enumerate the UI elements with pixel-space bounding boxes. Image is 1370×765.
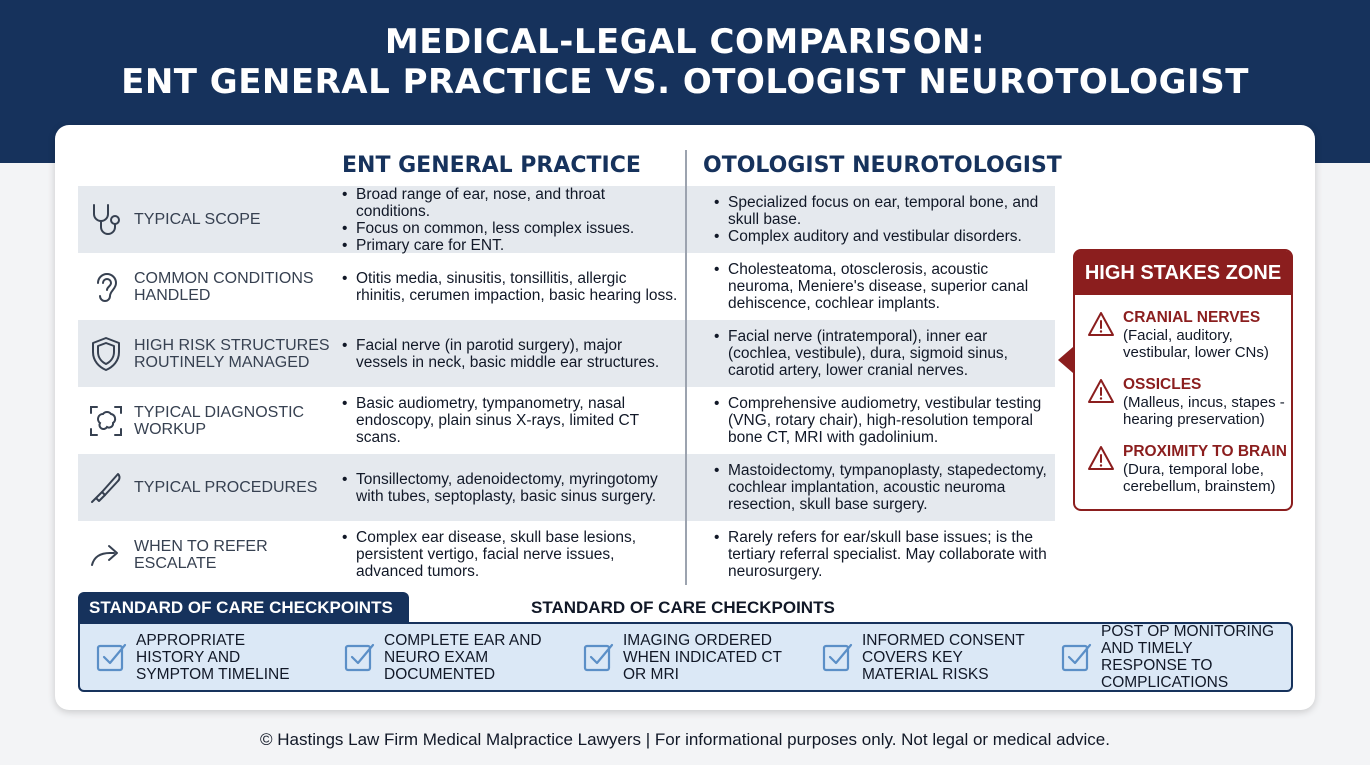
bullet-item: • Primary care for ENT. <box>340 237 678 254</box>
ent-cell <box>340 186 678 253</box>
checkpoint-label: APPROPRIATE HISTORY AND SYMPTOM TIMELINE <box>136 631 290 683</box>
title-line-1: MEDICAL-LEGAL COMPARISON: <box>384 22 986 62</box>
high-stakes-item-desc: (Malleus, incus, stapes - hearing preservation) <box>1123 394 1285 428</box>
row-label: WHEN TO REFER ESCALATE <box>134 537 268 572</box>
table-row <box>78 454 1055 521</box>
bullet-item: • Otitis media, sinusitis, tonsillitis, allergic rhinitis, cerumen impaction, basic hearing loss. <box>340 270 678 304</box>
checkpoint-item <box>84 624 314 690</box>
checkpoint-item <box>571 624 801 690</box>
high-stakes-item <box>1087 443 1287 505</box>
table-row <box>78 186 1055 253</box>
row-label: COMMON CONDITIONS HANDLED <box>134 269 314 304</box>
table-row <box>78 387 1055 454</box>
checkpoint-label: POST OP MONITORING AND TIMELY RESPONSE TO COMPLICATIONS <box>1101 623 1275 691</box>
page-title <box>0 22 1370 102</box>
share-arrow-icon <box>86 535 126 575</box>
checkpoints-panel <box>78 622 1293 692</box>
high-stakes-item-title: OSSICLES <box>1123 376 1202 393</box>
scalpel-icon <box>86 468 126 508</box>
bullet-item: • Facial nerve (in parotid surgery), major vessels in neck, basic middle ear structures. <box>340 337 678 371</box>
checkpoint-item <box>1049 624 1279 690</box>
ent-cell <box>340 253 678 320</box>
otologist-cell <box>712 387 1047 454</box>
column-divider <box>685 150 687 585</box>
high-stakes-title: HIGH STAKES ZONE <box>1075 251 1291 295</box>
shield-icon <box>86 334 126 374</box>
high-stakes-item <box>1087 309 1287 371</box>
otologist-cell <box>712 253 1047 320</box>
table-row <box>78 320 1055 387</box>
footer-disclaimer: © Hastings Law Firm Medical Malpractice Lawyers | For informational purposes only. Not legal or medical advice. <box>260 730 1110 749</box>
ear-icon <box>86 267 126 307</box>
high-stakes-item <box>1087 376 1287 438</box>
ent-cell <box>340 320 678 387</box>
bullet-item: • Comprehensive audiometry, vestibular testing (VNG, rotary chair), high-resolution temporal bone CT, MRI with gadolinium. <box>712 395 1047 446</box>
ent-cell <box>340 387 678 454</box>
bullet-item: • Facial nerve (intratemporal), inner ear (cochlea, vestibule), dura, sigmoid sinus, carotid artery, lower cranial nerves. <box>712 328 1047 379</box>
column-header-otologist: OTOLOGIST NEUROTOLOGIST <box>703 153 1062 178</box>
bullet-item: • Basic audiometry, tympanometry, nasal endoscopy, plain sinus X-rays, limited CT scans. <box>340 395 678 446</box>
high-stakes-item-desc: (Facial, auditory, vestibular, lower CNs) <box>1123 327 1269 361</box>
high-stakes-item-desc: (Dura, temporal lobe, cerebellum, brainstem) <box>1123 461 1276 495</box>
checkpoint-label: COMPLETE EAR AND NEURO EXAM DOCUMENTED <box>384 631 542 683</box>
callout-pointer <box>1058 347 1073 373</box>
standard-of-care-tab: STANDARD OF CARE CHECKPOINTS <box>78 592 409 624</box>
row-label: TYPICAL DIAGNOSTIC WORKUP <box>134 403 305 438</box>
row-label: HIGH RISK STRUCTURES ROUTINELY MANAGED <box>134 336 330 371</box>
checkpoint-item <box>810 624 1040 690</box>
row-label: TYPICAL PROCEDURES <box>134 479 318 496</box>
standard-of-care-heading: STANDARD OF CARE CHECKPOINTS <box>531 598 835 617</box>
checkpoint-label: IMAGING ORDERED WHEN INDICATED CT OR MRI <box>623 631 782 683</box>
checkpoint-item <box>332 624 562 690</box>
high-stakes-panel <box>1073 249 1293 511</box>
bullet-item: • Complex auditory and vestibular disorders. <box>712 228 1047 245</box>
bullet-item: • Tonsillectomy, adenoidectomy, myringotomy with tubes, septoplasty, basic sinus surgery. <box>340 471 678 505</box>
otologist-cell <box>712 521 1047 588</box>
row-label: TYPICAL SCOPE <box>134 211 261 228</box>
bullet-item: • Broad range of ear, nose, and throat conditions. <box>340 186 678 220</box>
bullet-item: • Cholesteatoma, otosclerosis, acoustic neuroma, Meniere's disease, superior canal dehiscence, cochlear implants. <box>712 261 1047 312</box>
high-stakes-item-title: CRANIAL NERVES <box>1123 309 1261 326</box>
brain-scan-icon <box>86 401 126 441</box>
bullet-item: • Specialized focus on ear, temporal bone, and skull base. <box>712 194 1047 228</box>
table-row <box>78 253 1055 320</box>
otologist-cell <box>712 454 1047 521</box>
title-line-2: ENT GENERAL PRACTICE VS. OTOLOGIST NEUROTOLOGIST <box>121 62 1249 102</box>
table-row <box>78 521 1055 588</box>
bullet-item: • Rarely refers for ear/skull base issues; is the tertiary referral specialist. May collaborate with neurosurgery. <box>712 529 1047 580</box>
stethoscope-icon <box>86 200 126 240</box>
bullet-item: • Complex ear disease, skull base lesions, persistent vertigo, facial nerve issues, advanced tumors. <box>340 529 678 580</box>
ent-cell <box>340 454 678 521</box>
otologist-cell <box>712 186 1047 253</box>
high-stakes-item-title: PROXIMITY TO BRAIN <box>1123 443 1287 460</box>
ent-cell <box>340 521 678 588</box>
otologist-cell <box>712 320 1047 387</box>
checkpoint-label: INFORMED CONSENT COVERS KEY MATERIAL RISKS <box>862 631 1025 683</box>
bullet-item: • Mastoidectomy, tympanoplasty, stapedectomy, cochlear implantation, acoustic neuroma resection, skull base surgery. <box>712 462 1047 513</box>
bullet-item: • Focus on common, less complex issues. <box>340 220 678 237</box>
column-header-ent: ENT GENERAL PRACTICE <box>342 153 641 178</box>
